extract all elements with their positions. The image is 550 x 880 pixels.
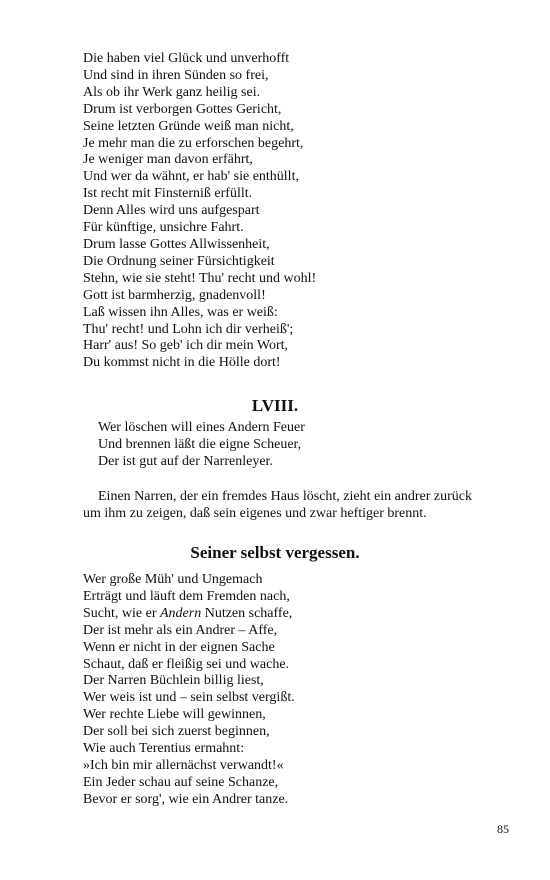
poem-continued [83,51,316,372]
verse-line: Thu' recht! und Lohn ich dir verheiß'; [83,321,294,337]
verse-line: Gott ist barmherzig, gnadenvoll! [83,287,266,303]
verse-line: Wer rechte Liebe will gewinnen, [83,707,266,723]
verse-line: Wie auch Terentius ermahnt: [83,741,245,757]
motto-line: Und brennen läßt die eigne Scheuer, [98,436,302,452]
verse-line: Laß wissen ihn Alles, was er weiß: [83,304,278,320]
caption-line: um ihm zu zeigen, daß sein eigenes und zwar heftiger brennt. [83,506,427,521]
verse-line [83,606,295,623]
verse-line: Als ob ihr Werk ganz heilig sei. [83,84,261,100]
verse-line: Je weniger man davon erfährt, [83,152,253,168]
verse-text: Nutzen schaffe, [201,605,293,621]
verse-line: Seine letzten Gründe weiß man nicht, [83,118,294,134]
verse-line: Du kommst nicht in die Hölle dort! [83,355,281,371]
illustration-caption [83,488,513,522]
page-number: 85 [497,822,509,836]
verse-line: Ist recht mit Finsterniß erfüllt. [83,186,253,202]
motto-line: Wer löschen will eines Andern Feuer [98,420,305,435]
motto-verse [98,420,305,471]
verse-line: »Ich bin mir allernächst verwandt!« [83,757,284,773]
verse-line: Je mehr man die zu erforschen begehrt, [83,135,304,151]
caption-line: Einen Narren, der ein fremdes Haus löscht, zieht ein andrer zurück [98,489,472,504]
verse-line: Schaut, daß er fleißig sei und wache. [83,656,290,672]
verse-line: Für künftige, unsichre Fahrt. [83,220,244,236]
verse-line: Harr' aus! So geb' ich dir mein Wort, [83,338,289,354]
verse-line: Wenn er nicht in der eignen Sache [83,639,275,655]
poem-seiner-selbst [83,572,295,809]
verse-line: Die Ordnung seiner Fürsichtigkeit [83,253,275,269]
verse-line: Und wer da wähnt, er hab' sie enthüllt, [83,169,299,185]
motto-line: Der ist gut auf der Narrenleyer. [98,453,273,469]
verse-line: Und sind in ihren Sünden so frei, [83,67,269,83]
verse-text: Sucht, wie er [83,605,160,621]
verse-line: Wer große Müh' und Ungemach [83,572,263,587]
verse-line: Erträgt und läuft dem Fremden nach, [83,588,290,604]
verse-line: Ein Jeder schau auf seine Schanze, [83,774,279,790]
verse-line: Der ist mehr als ein Andrer – Affe, [83,622,278,638]
verse-line: Die haben viel Glück und unverhofft [83,51,290,66]
verse-line: Der soll bei sich zuerst beginnen, [83,724,270,740]
section-heading-lviii: LVIII. [251,396,299,415]
verse-line: Drum lasse Gottes Allwissenheit, [83,236,270,252]
verse-line: Bevor er sorg', wie ein Andrer tanze. [83,791,289,807]
verse-line: Denn Alles wird uns aufgespart [83,203,260,219]
emphasized-word: Andern [159,605,202,621]
verse-line: Der Narren Büchlein billig liest, [83,673,264,689]
verse-line: Drum ist verborgen Gottes Gericht, [83,101,282,117]
verse-line: Stehn, wie sie steht! Thu' recht und wohl! [83,270,317,286]
verse-line: Wer weis ist und – sein selbst vergißt. [83,690,295,706]
poem-title: Seiner selbst vergessen. [190,543,360,562]
